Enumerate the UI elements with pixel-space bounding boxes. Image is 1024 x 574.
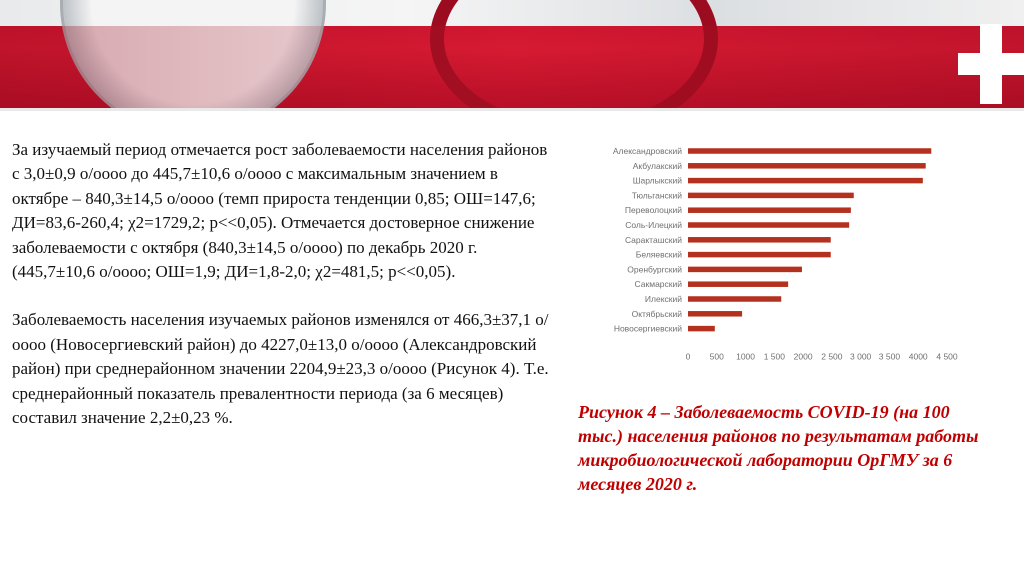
figure-caption: Рисунок 4 – Заболеваемость COVID-19 (на 100 тыс.) населения районов по результатам работы микробиологической лаборатории ОрГМУ за 6 месяцев 2020 г. [578, 402, 979, 494]
body-text [12, 138, 557, 454]
paragraph-districts: Заболеваемость населения изучаемых районов изменялся от 466,3±37,1 о/оооо (Новосергиевский район) до 4227,0±13,0 о/оооо (Александровский район) при среднерайонном значении 2204,9±23,3 о/оооо (Рисунок 4). Т.е. среднерайонный показатель превалентности периода (за 6 месяцев) составил значение 2,2±0,23 %. [12, 310, 549, 428]
category-label: Соль-Илецкий [625, 220, 682, 230]
bar-3 [688, 193, 854, 199]
bar-chart-svg [585, 135, 985, 365]
x-tick-label: 3 000 [850, 351, 872, 362]
category-label: Переволоцкий [624, 205, 682, 216]
category-label: Акбулакский [632, 160, 682, 171]
x-tick-label: 4000 [908, 351, 928, 362]
x-tick-label: 500 [709, 351, 724, 362]
category-label: Беляевский [635, 249, 682, 260]
category-label: Илекский [644, 294, 682, 304]
paragraph-growth: За изучаемый период отмечается рост заболеваемости населения районов с 3,0±0,9 о/оооо до 445,7±10,6 о/оооо с максимальным значением в октябре – 840,3±14,5 о/оооо (темп прироста тенденции 0,85; ОШ=147,6; ДИ=83,6-260,4; χ2=1729,2; p<<0,05). Отмечается достоверное снижение заболеваемости с октября (840,3±14,5 о/оооо) по декабрь 2020 г. (445,7±10,6 о/оооо; ОШ=1,9; ДИ=1,8-2,0; χ2=481,5; p<<0,05). [12, 140, 548, 282]
bar-8 [688, 267, 802, 273]
bar-0 [688, 148, 931, 154]
x-tick-label: 1000 [736, 351, 756, 362]
bar-2 [688, 178, 923, 184]
bar-5 [688, 222, 849, 228]
bar-6 [688, 237, 831, 243]
bar-12 [688, 326, 715, 332]
medical-cross-icon [958, 24, 1024, 104]
header-separator [0, 108, 1024, 111]
bar-chart [585, 135, 985, 365]
x-tick-label: 2000 [793, 351, 813, 362]
category-label: Саракташский [624, 234, 682, 245]
category-label: Александровский [612, 146, 682, 156]
banner-shade [0, 26, 1024, 108]
category-label: Тюльганский [631, 190, 682, 201]
category-label: Шарлыкский [632, 175, 682, 186]
bar-4 [688, 207, 851, 213]
bar-1 [688, 163, 926, 169]
category-label: Октябрьский [631, 308, 682, 319]
category-label: Сакмарский [634, 279, 682, 290]
category-label: Новосергиевский [613, 323, 682, 334]
category-label: Оренбургский [627, 264, 682, 275]
bar-10 [688, 296, 781, 302]
bar-9 [688, 281, 788, 287]
bar-7 [688, 252, 831, 258]
header-banner [0, 0, 1024, 108]
x-tick-label: 3 500 [878, 351, 901, 362]
bar-11 [688, 311, 742, 317]
x-tick-label: 2 500 [821, 351, 843, 362]
x-tick-label: 0 [685, 351, 691, 362]
x-tick-label: 4 500 [936, 351, 958, 362]
x-tick-label: 1 500 [763, 351, 785, 362]
